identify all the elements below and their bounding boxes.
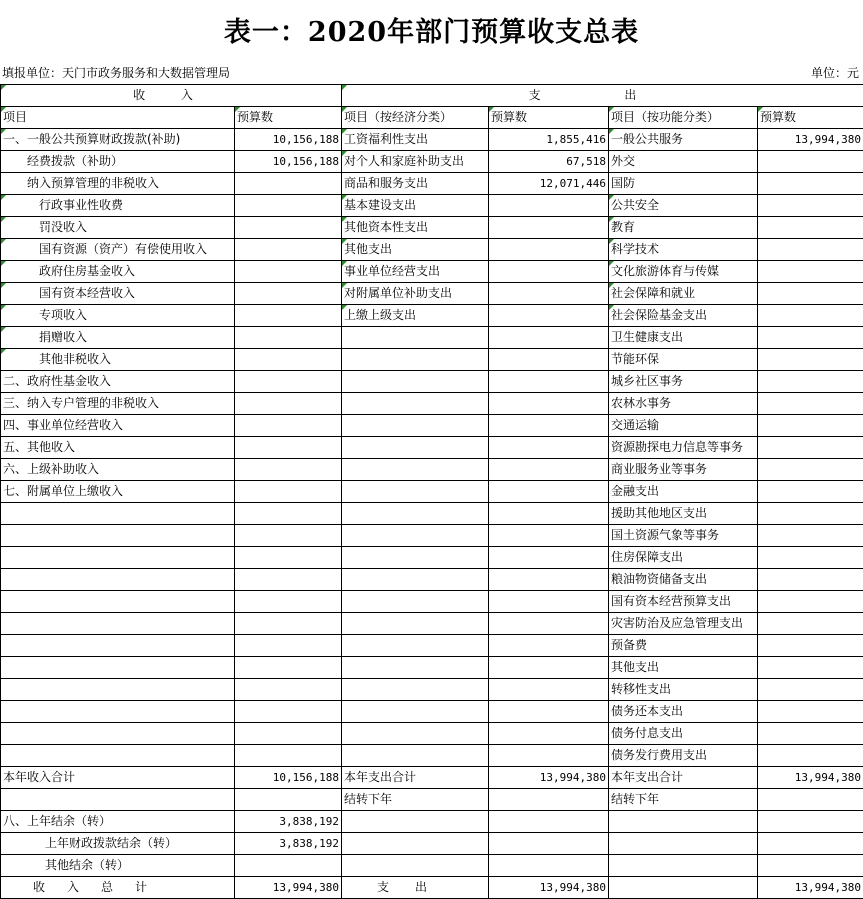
- econ-budget-cell: 1,855,416: [489, 129, 609, 151]
- income-item-cell: 行政事业性收费: [1, 195, 235, 217]
- income-item-cell: 四、事业单位经营收入: [1, 415, 235, 437]
- func-budget-cell: [758, 305, 863, 327]
- cell-marker-icon: [1, 107, 6, 112]
- func-item-cell: 预备费: [609, 635, 758, 657]
- func-budget-cell: [758, 173, 863, 195]
- income-item-cell: [1, 569, 235, 591]
- func-budget-cell: [758, 195, 863, 217]
- func-budget-cell: [758, 239, 863, 261]
- cell-marker-icon: [1, 195, 6, 200]
- income-item-cell: [1, 789, 235, 811]
- income-item-cell: [1, 723, 235, 745]
- econ-item-cell: [342, 371, 489, 393]
- func-budget-cell: [758, 393, 863, 415]
- econ-budget-cell: [489, 613, 609, 635]
- income-item-cell: 其他非税收入: [1, 349, 235, 371]
- econ-item-cell: 工资福利性支出: [342, 129, 489, 151]
- cell-marker-icon: [342, 217, 347, 222]
- table-row: [1, 349, 863, 371]
- cell-marker-icon: [609, 305, 614, 310]
- cell-marker-icon: [758, 107, 763, 112]
- func-budget-cell: [758, 481, 863, 503]
- func-budget-cell: [758, 525, 863, 547]
- func-budget-cell: [758, 679, 863, 701]
- econ-item-cell: [342, 657, 489, 679]
- income-budget-cell: 10,156,188: [235, 767, 342, 789]
- func-item-cell: 文化旅游体育与传媒: [609, 261, 758, 283]
- income-item-cell: 收入总计: [1, 877, 235, 899]
- econ-item-cell: [342, 635, 489, 657]
- cell-marker-icon: [609, 129, 614, 134]
- income-item-cell: 本年收入合计: [1, 767, 235, 789]
- col-item-header: 项目: [1, 107, 235, 129]
- func-item-cell: [609, 833, 758, 855]
- table-row: [1, 173, 863, 195]
- func-item-cell: 商业服务业等事务: [609, 459, 758, 481]
- econ-item-cell: [342, 723, 489, 745]
- econ-budget-cell: [489, 679, 609, 701]
- income-item-cell: 捐赠收入: [1, 327, 235, 349]
- income-budget-cell: [235, 745, 342, 767]
- func-budget-cell: [758, 261, 863, 283]
- econ-budget-cell: [489, 701, 609, 723]
- econ-budget-cell: [489, 723, 609, 745]
- income-item-cell: 国有资源（资产）有偿使用收入: [1, 239, 235, 261]
- econ-item-cell: 对个人和家庭补助支出: [342, 151, 489, 173]
- cell-marker-icon: [235, 107, 240, 112]
- func-budget-cell: [758, 371, 863, 393]
- income-budget-cell: [235, 547, 342, 569]
- income-item-cell: 一、一般公共预算财政拨款(补助): [1, 129, 235, 151]
- func-item-cell: 交通运输: [609, 415, 758, 437]
- income-budget-cell: [235, 195, 342, 217]
- income-item-cell: 三、纳入专户管理的非税收入: [1, 393, 235, 415]
- econ-budget-cell: [489, 261, 609, 283]
- econ-budget-cell: [489, 811, 609, 833]
- income-budget-cell: [235, 349, 342, 371]
- income-budget-cell: [235, 789, 342, 811]
- table-row: [1, 393, 863, 415]
- table-row: [1, 591, 863, 613]
- econ-budget-cell: [489, 855, 609, 877]
- income-budget-cell: [235, 305, 342, 327]
- income-budget-cell: 10,156,188: [235, 129, 342, 151]
- table-row: [1, 525, 863, 547]
- table-row: [1, 613, 863, 635]
- econ-item-cell: [342, 393, 489, 415]
- income-budget-cell: [235, 261, 342, 283]
- table-row: [1, 239, 863, 261]
- income-item-cell: [1, 701, 235, 723]
- func-budget-cell: [758, 415, 863, 437]
- table-row: [1, 701, 863, 723]
- table-row: [1, 745, 863, 767]
- cell-marker-icon: [342, 239, 347, 244]
- func-item-cell: 社会保障和就业: [609, 283, 758, 305]
- table-row: [1, 261, 863, 283]
- table-row: [1, 789, 863, 811]
- table-row: [1, 679, 863, 701]
- econ-budget-cell: [489, 437, 609, 459]
- cell-marker-icon: [342, 283, 347, 288]
- table-row: [1, 217, 863, 239]
- econ-budget-cell: [489, 833, 609, 855]
- cell-marker-icon: [342, 129, 347, 134]
- econ-budget-cell: 12,071,446: [489, 173, 609, 195]
- econ-item-cell: [342, 745, 489, 767]
- func-item-cell: 援助其他地区支出: [609, 503, 758, 525]
- econ-item-cell: [342, 547, 489, 569]
- func-budget-cell: [758, 745, 863, 767]
- econ-budget-cell: [489, 481, 609, 503]
- econ-item-cell: [342, 679, 489, 701]
- econ-budget-cell: [489, 349, 609, 371]
- econ-item-cell: [342, 569, 489, 591]
- income-budget-cell: 10,156,188: [235, 151, 342, 173]
- econ-budget-cell: [489, 415, 609, 437]
- table-row: [1, 459, 863, 481]
- income-item-cell: [1, 635, 235, 657]
- income-item-cell: 罚没收入: [1, 217, 235, 239]
- income-budget-cell: [235, 591, 342, 613]
- func-item-cell: 一般公共服务: [609, 129, 758, 151]
- income-item-cell: [1, 657, 235, 679]
- table-row: [1, 811, 863, 833]
- func-budget-cell: [758, 811, 863, 833]
- func-budget-cell: 13,994,380: [758, 129, 863, 151]
- income-budget-cell: [235, 569, 342, 591]
- budget-table: [0, 84, 863, 899]
- func-budget-cell: 13,994,380: [758, 877, 863, 899]
- cell-marker-icon: [609, 217, 614, 222]
- income-budget-cell: [235, 503, 342, 525]
- econ-budget-cell: 13,994,380: [489, 767, 609, 789]
- econ-budget-cell: [489, 547, 609, 569]
- cell-marker-icon: [342, 195, 347, 200]
- econ-item-cell: [342, 327, 489, 349]
- econ-budget-cell: [489, 591, 609, 613]
- income-item-cell: 政府住房基金收入: [1, 261, 235, 283]
- table-row: [1, 415, 863, 437]
- reporting-unit: 填报单位：天门市政务服务和大数据管理局: [2, 64, 230, 81]
- func-item-cell: 外交: [609, 151, 758, 173]
- econ-budget-cell: [489, 789, 609, 811]
- income-budget-cell: [235, 459, 342, 481]
- econ-item-cell: 对附属单位补助支出: [342, 283, 489, 305]
- econ-budget-cell: [489, 305, 609, 327]
- cell-marker-icon: [609, 261, 614, 266]
- func-item-cell: 本年支出合计: [609, 767, 758, 789]
- econ-budget-cell: [489, 657, 609, 679]
- cell-marker-icon: [609, 239, 614, 244]
- table-row: [1, 723, 863, 745]
- income-item-cell: 上年财政拨款结余（转）: [1, 833, 235, 855]
- income-budget-cell: [235, 679, 342, 701]
- page-title: 表一：2020年部门预算收支总表: [0, 10, 863, 49]
- econ-budget-cell: [489, 635, 609, 657]
- income-budget-cell: [235, 393, 342, 415]
- func-budget-cell: [758, 657, 863, 679]
- func-item-cell: 债务付息支出: [609, 723, 758, 745]
- table-row: [1, 657, 863, 679]
- econ-budget-cell: [489, 569, 609, 591]
- table-row: [1, 305, 863, 327]
- econ-item-cell: [342, 437, 489, 459]
- econ-item-cell: [342, 855, 489, 877]
- econ-item-cell: 其他支出: [342, 239, 489, 261]
- econ-item-cell: [342, 459, 489, 481]
- cell-marker-icon: [342, 107, 347, 112]
- econ-item-cell: [342, 811, 489, 833]
- table-row: [1, 855, 863, 877]
- col-budget3-header: 预算数: [758, 107, 863, 129]
- income-item-cell: [1, 547, 235, 569]
- func-item-cell: 城乡社区事务: [609, 371, 758, 393]
- func-budget-cell: [758, 503, 863, 525]
- func-budget-cell: [758, 283, 863, 305]
- income-budget-cell: [235, 415, 342, 437]
- column-header-row: [1, 107, 863, 129]
- table-row: [1, 283, 863, 305]
- func-item-cell: 灾害防治及应急管理支出: [609, 613, 758, 635]
- income-item-cell: 二、政府性基金收入: [1, 371, 235, 393]
- econ-item-cell: [342, 349, 489, 371]
- table-row: [1, 877, 863, 899]
- table-row: [1, 481, 863, 503]
- econ-budget-cell: [489, 195, 609, 217]
- func-item-cell: 债务还本支出: [609, 701, 758, 723]
- func-item-cell: 住房保障支出: [609, 547, 758, 569]
- func-item-cell: 科学技术: [609, 239, 758, 261]
- func-item-cell: 其他支出: [609, 657, 758, 679]
- col-budget-header: 预算数: [235, 107, 342, 129]
- func-item-cell: 公共安全: [609, 195, 758, 217]
- econ-budget-cell: [489, 239, 609, 261]
- col-econ-header: 项目（按经济分类）: [342, 107, 489, 129]
- econ-item-cell: 结转下年: [342, 789, 489, 811]
- func-budget-cell: [758, 591, 863, 613]
- table-row: [1, 569, 863, 591]
- income-header: 收 入: [1, 85, 342, 107]
- income-item-cell: [1, 591, 235, 613]
- cell-marker-icon: [1, 283, 6, 288]
- func-item-cell: 教育: [609, 217, 758, 239]
- econ-budget-cell: [489, 745, 609, 767]
- table-row: [1, 327, 863, 349]
- income-budget-cell: [235, 437, 342, 459]
- econ-item-cell: 基本建设支出: [342, 195, 489, 217]
- func-item-cell: 转移性支出: [609, 679, 758, 701]
- cell-marker-icon: [1, 261, 6, 266]
- income-budget-cell: [235, 723, 342, 745]
- income-item-cell: [1, 525, 235, 547]
- func-budget-cell: [758, 833, 863, 855]
- cell-marker-icon: [342, 151, 347, 156]
- func-item-cell: [609, 877, 758, 899]
- income-item-cell: 经费拨款（补助）: [1, 151, 235, 173]
- func-budget-cell: [758, 327, 863, 349]
- func-budget-cell: [758, 701, 863, 723]
- income-budget-cell: [235, 173, 342, 195]
- cell-marker-icon: [489, 107, 494, 112]
- econ-item-cell: [342, 503, 489, 525]
- income-item-cell: 专项收入: [1, 305, 235, 327]
- income-item-cell: 八、上年结余（转）: [1, 811, 235, 833]
- cell-marker-icon: [609, 195, 614, 200]
- econ-item-cell: [342, 833, 489, 855]
- cell-marker-icon: [609, 107, 614, 112]
- income-budget-cell: [235, 701, 342, 723]
- func-item-cell: 国土资源气象等事务: [609, 525, 758, 547]
- income-budget-cell: [235, 371, 342, 393]
- income-budget-cell: [235, 525, 342, 547]
- cell-marker-icon: [1, 305, 6, 310]
- func-item-cell: 节能环保: [609, 349, 758, 371]
- econ-item-cell: [342, 525, 489, 547]
- cell-marker-icon: [1, 327, 6, 332]
- income-item-cell: 纳入预算管理的非税收入: [1, 173, 235, 195]
- income-item-cell: 其他结余（转）: [1, 855, 235, 877]
- table-row: [1, 195, 863, 217]
- func-item-cell: 国防: [609, 173, 758, 195]
- func-budget-cell: [758, 855, 863, 877]
- cell-marker-icon: [1, 129, 6, 134]
- econ-budget-cell: 13,994,380: [489, 877, 609, 899]
- income-budget-cell: [235, 855, 342, 877]
- income-budget-cell: 3,838,192: [235, 833, 342, 855]
- func-item-cell: [609, 811, 758, 833]
- income-item-cell: [1, 503, 235, 525]
- cell-marker-icon: [1, 85, 6, 90]
- col-budget2-header: 预算数: [489, 107, 609, 129]
- econ-item-cell: 商品和服务支出: [342, 173, 489, 195]
- income-budget-cell: [235, 283, 342, 305]
- econ-budget-cell: [489, 393, 609, 415]
- func-budget-cell: [758, 723, 863, 745]
- econ-item-cell: [342, 591, 489, 613]
- econ-item-cell: [342, 415, 489, 437]
- func-item-cell: 农林水事务: [609, 393, 758, 415]
- cell-marker-icon: [1, 239, 6, 244]
- table-row: [1, 503, 863, 525]
- income-budget-cell: 3,838,192: [235, 811, 342, 833]
- func-item-cell: 金融支出: [609, 481, 758, 503]
- econ-budget-cell: [489, 283, 609, 305]
- table-row: [1, 129, 863, 151]
- income-item-cell: [1, 613, 235, 635]
- income-budget-cell: [235, 327, 342, 349]
- func-budget-cell: 13,994,380: [758, 767, 863, 789]
- func-budget-cell: [758, 151, 863, 173]
- table-row: [1, 833, 863, 855]
- func-budget-cell: [758, 437, 863, 459]
- col-func-header: 项目（按功能分类）: [609, 107, 758, 129]
- income-item-cell: 五、其他收入: [1, 437, 235, 459]
- func-item-cell: 债务发行费用支出: [609, 745, 758, 767]
- income-budget-cell: [235, 657, 342, 679]
- table-row: [1, 151, 863, 173]
- income-item-cell: 六、上级补助收入: [1, 459, 235, 481]
- func-item-cell: 卫生健康支出: [609, 327, 758, 349]
- income-budget-cell: 13,994,380: [235, 877, 342, 899]
- income-budget-cell: [235, 217, 342, 239]
- econ-item-cell: 本年支出合计: [342, 767, 489, 789]
- table-row: [1, 635, 863, 657]
- econ-item-cell: [342, 481, 489, 503]
- func-item-cell: [609, 855, 758, 877]
- func-item-cell: 资源勘探电力信息等事务: [609, 437, 758, 459]
- expense-header: 支 出: [342, 85, 863, 107]
- econ-item-cell: 事业单位经营支出: [342, 261, 489, 283]
- income-item-cell: 七、附属单位上缴收入: [1, 481, 235, 503]
- econ-budget-cell: [489, 503, 609, 525]
- econ-item-cell: 其他资本性支出: [342, 217, 489, 239]
- cell-marker-icon: [342, 305, 347, 310]
- func-budget-cell: [758, 547, 863, 569]
- func-item-cell: 结转下年: [609, 789, 758, 811]
- cell-marker-icon: [1, 349, 6, 354]
- econ-budget-cell: [489, 371, 609, 393]
- econ-item-cell: [342, 701, 489, 723]
- income-budget-cell: [235, 481, 342, 503]
- econ-budget-cell: [489, 217, 609, 239]
- table-row: [1, 371, 863, 393]
- func-budget-cell: [758, 459, 863, 481]
- func-budget-cell: [758, 569, 863, 591]
- func-budget-cell: [758, 217, 863, 239]
- income-budget-cell: [235, 613, 342, 635]
- cell-marker-icon: [342, 85, 347, 90]
- cell-marker-icon: [609, 283, 614, 288]
- econ-item-cell: 上缴上级支出: [342, 305, 489, 327]
- cell-marker-icon: [342, 261, 347, 266]
- econ-item-cell: 支出: [342, 877, 489, 899]
- func-budget-cell: [758, 349, 863, 371]
- section-header-row: [1, 85, 863, 107]
- func-item-cell: 国有资本经营预算支出: [609, 591, 758, 613]
- econ-budget-cell: [489, 525, 609, 547]
- func-budget-cell: [758, 613, 863, 635]
- currency-unit: 单位：元: [811, 64, 859, 81]
- cell-marker-icon: [1, 217, 6, 222]
- econ-item-cell: [342, 613, 489, 635]
- income-budget-cell: [235, 635, 342, 657]
- econ-budget-cell: 67,518: [489, 151, 609, 173]
- func-item-cell: 社会保险基金支出: [609, 305, 758, 327]
- func-item-cell: 粮油物资储备支出: [609, 569, 758, 591]
- func-budget-cell: [758, 635, 863, 657]
- table-row: [1, 767, 863, 789]
- econ-budget-cell: [489, 459, 609, 481]
- table-row: [1, 547, 863, 569]
- income-budget-cell: [235, 239, 342, 261]
- income-item-cell: 国有资本经营收入: [1, 283, 235, 305]
- table-row: [1, 437, 863, 459]
- income-item-cell: [1, 679, 235, 701]
- income-item-cell: [1, 745, 235, 767]
- econ-budget-cell: [489, 327, 609, 349]
- func-budget-cell: [758, 789, 863, 811]
